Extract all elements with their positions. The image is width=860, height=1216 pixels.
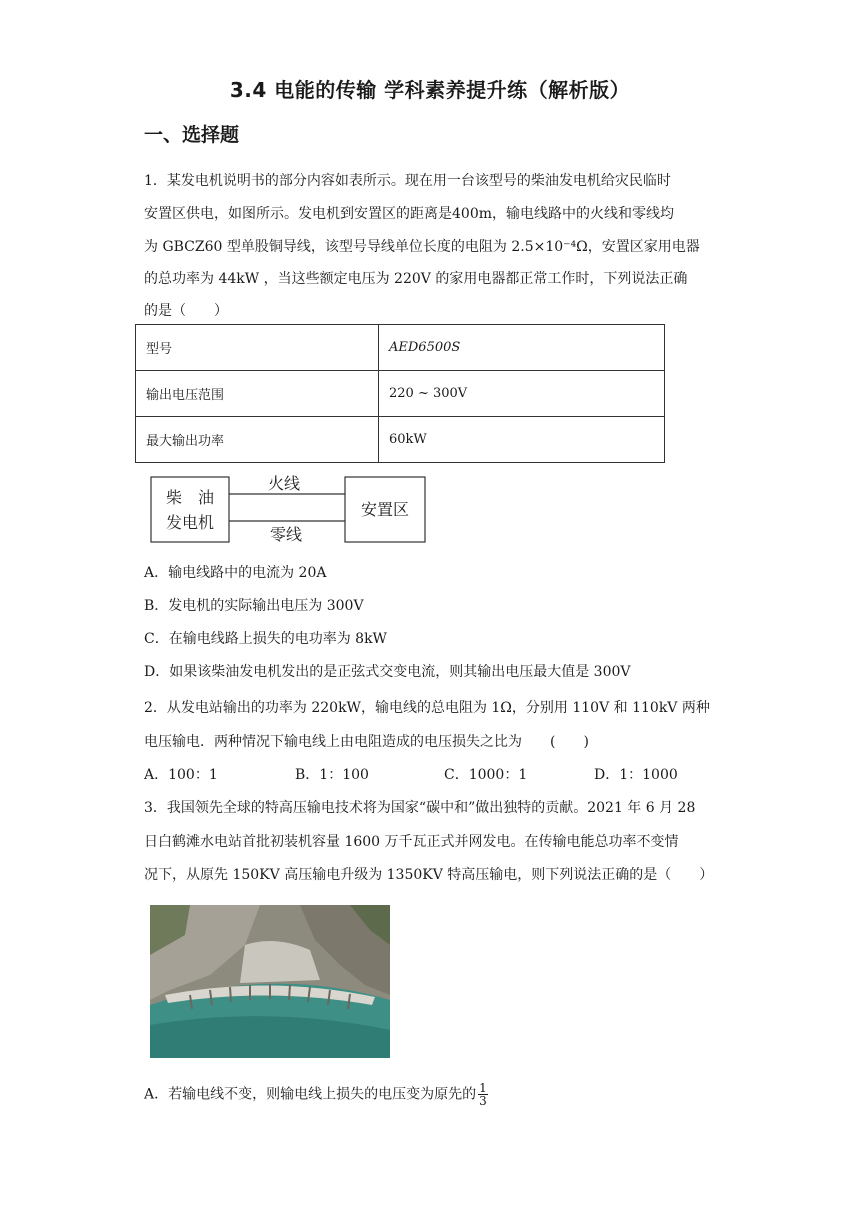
q2-line-2: 电压输电．两种情况下输电线上由电阻造成的电压损失之比为 ( )	[144, 734, 589, 750]
neutral-wire-label: 零线	[269, 525, 303, 544]
table-value: 60kW	[379, 417, 665, 463]
q1-line-5: 的是（ ）	[144, 303, 228, 319]
table-row	[136, 371, 665, 417]
table-value: AED6500S	[379, 325, 665, 371]
fraction: $\frac{1}{3}$	[479, 1081, 487, 1108]
circuit-diagram	[150, 472, 430, 552]
q2-option-a: A．100：1	[144, 767, 218, 783]
q2-option-c: C．1000：1	[444, 767, 528, 783]
q3-option-a	[144, 1082, 488, 1107]
table-label: 型号	[136, 325, 379, 371]
q3-line-2: 日白鹤滩水电站首批初装机容量 1600 万千瓦正式并网发电。在传输电能总功率不变情	[144, 834, 679, 850]
q2-option-b: B．1：100	[295, 767, 369, 783]
q3-option-a-text: A．若输电线不变，则输电线上损失的电压变为原先的	[144, 1086, 477, 1103]
q3-line-3: 况下，从原先 150KV 高压输电升级为 1350KV 特高压输电，则下列说法正确的是（ ）	[144, 867, 714, 883]
section-heading: 一、选择题	[144, 124, 240, 146]
table-row	[136, 417, 665, 463]
generator-label-1: 柴 油	[165, 488, 215, 507]
table-row	[136, 325, 665, 371]
table-value: 220 ~ 300V	[379, 371, 665, 417]
spec-table	[135, 324, 665, 463]
q1-line-1: 1．某发电机说明书的部分内容如表所示。现在用一台该型号的柴油发电机给灾民临时	[144, 173, 671, 189]
q1-option-c: C．在输电线路上损失的电功率为 8kW	[144, 631, 387, 647]
live-wire-label: 火线	[267, 474, 301, 493]
q3-line-1: 3．我国领先全球的特高压输电技术将为国家“碳中和”做出独特的贡献。2021 年 6 月 28	[144, 800, 696, 816]
destination-label: 安置区	[360, 500, 410, 519]
q1-line-2: 安置区供电，如图所示。发电机到安置区的距离是400m，输电线路中的火线和零线均	[144, 206, 674, 222]
q2-line-1: 2．从发电站输出的功率为 220kW，输电线的总电阻为 1Ω，分别用 110V 和 110kV 两种	[144, 700, 710, 716]
table-label: 输出电压范围	[136, 371, 379, 417]
q1-option-b: B．发电机的实际输出电压为 300V	[144, 598, 364, 614]
dam-photo	[150, 905, 390, 1058]
table-label: 最大输出功率	[136, 417, 379, 463]
q1-option-d: D．如果该柴油发电机发出的是正弦式交变电流，则其输出电压最大值是 300V	[144, 664, 631, 680]
q2-option-d: D．1：1000	[594, 767, 678, 783]
generator-label-2: 发电机	[165, 513, 215, 532]
q1-line-4: 的总功率为 44kW ，当这些额定电压为 220V 的家用电器都正常工作时，下列说法正确	[144, 271, 688, 287]
page-title: 3.4 电能的传输 学科素养提升练（解析版）	[229, 78, 631, 102]
q1-line-3: 为 GBCZ60 型单股铜导线，该型号导线单位长度的电阻为 2.5×10⁻⁴Ω，安置区家用电器	[144, 239, 700, 255]
q1-option-a: A．输电线路中的电流为 20A	[144, 565, 327, 581]
